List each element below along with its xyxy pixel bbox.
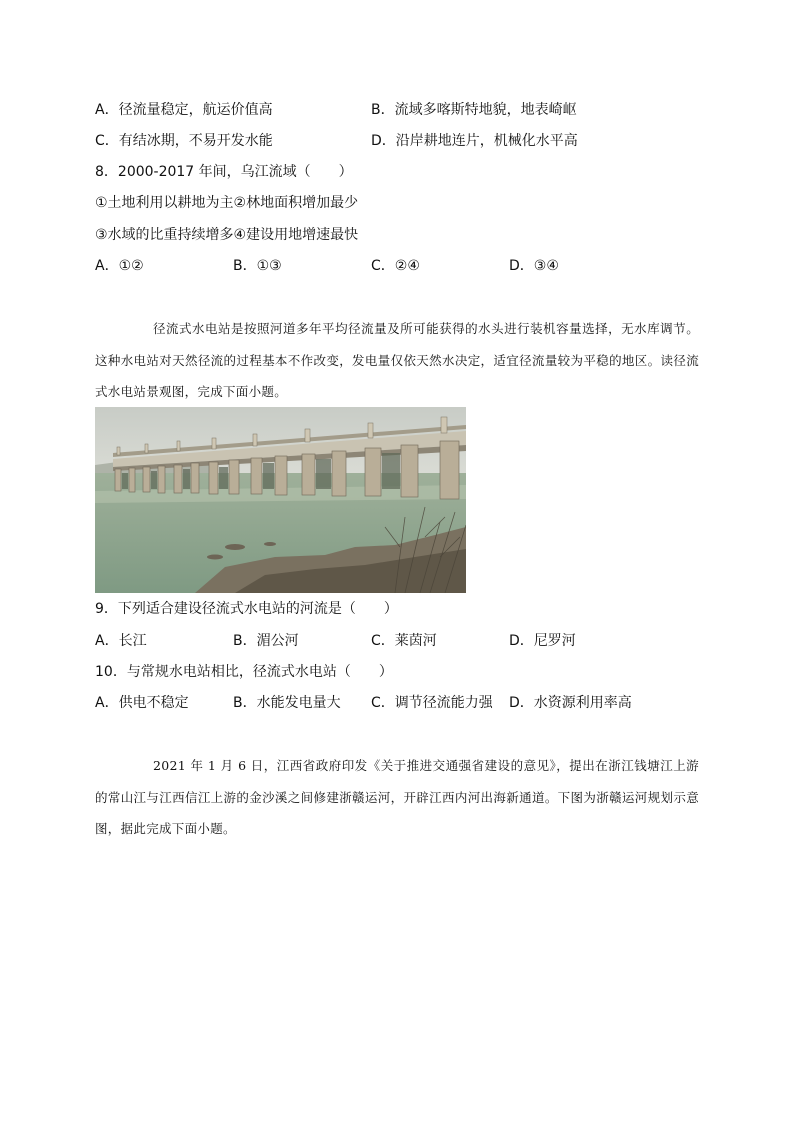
run-of-river-dam-photo xyxy=(95,407,466,593)
q7-option-a: A．径流量稳定，航运价值高 xyxy=(95,102,273,118)
q9-option-d: D．尼罗河 xyxy=(509,633,576,649)
q7-option-c: C．有结冰期，不易开发水能 xyxy=(95,133,273,149)
q8-stem: 8．2000-2017 年间，乌江流域（ ） xyxy=(95,164,353,180)
passage-zhegan-canal: 2021 年 1 月 6 日，江西省政府印发《关于推进交通强省建设的意见》，提出在浙江钱塘江上游的常山江与江西信江上游的金沙溪之间修建浙赣运河，开辟江西内河出海新通道。下图为浙赣运河规划示意图，据此完成下面小题。 xyxy=(95,758,699,836)
q8-option-d: D．③④ xyxy=(509,258,559,274)
q10-option-b: B．水能发电量大 xyxy=(233,695,341,711)
q9-stem: 9．下列适合建设径流式水电站的河流是（ ） xyxy=(95,601,398,617)
q8-statement-1: ①土地利用以耕地为主②林地面积增加最少 xyxy=(95,195,359,211)
q10-stem: 10．与常规水电站相比，径流式水电站（ ） xyxy=(95,664,393,680)
q7-option-d: D．沿岸耕地连片，机械化水平高 xyxy=(371,133,578,149)
q8-option-b: B．①③ xyxy=(233,258,282,274)
q9-option-b: B．湄公河 xyxy=(233,633,299,649)
q8-option-c: C．②④ xyxy=(371,258,420,274)
q9-option-c: C．莱茵河 xyxy=(371,633,437,649)
q8-option-a: A．①② xyxy=(95,258,144,274)
q7-option-b: B．流域多喀斯特地貌，地表崎岖 xyxy=(371,102,577,118)
q9-option-a: A．长江 xyxy=(95,633,147,649)
q10-option-d: D．水资源利用率高 xyxy=(509,695,632,711)
q10-option-c: C．调节径流能力强 xyxy=(371,695,493,711)
passage-runoff-hydropower: 径流式水电站是按照河道多年平均径流量及所可能获得的水头进行装机容量选择，无水库调节。这种水电站对天然径流的过程基本不作改变，发电量仅依天然水决定，适宜径流量较为平稳的地区。读径流式水电站景观图，完成下面小题。 xyxy=(95,321,699,399)
q10-option-a: A．供电不稳定 xyxy=(95,695,189,711)
q8-statement-2: ③水域的比重持续增多④建设用地增速最快 xyxy=(95,227,359,243)
